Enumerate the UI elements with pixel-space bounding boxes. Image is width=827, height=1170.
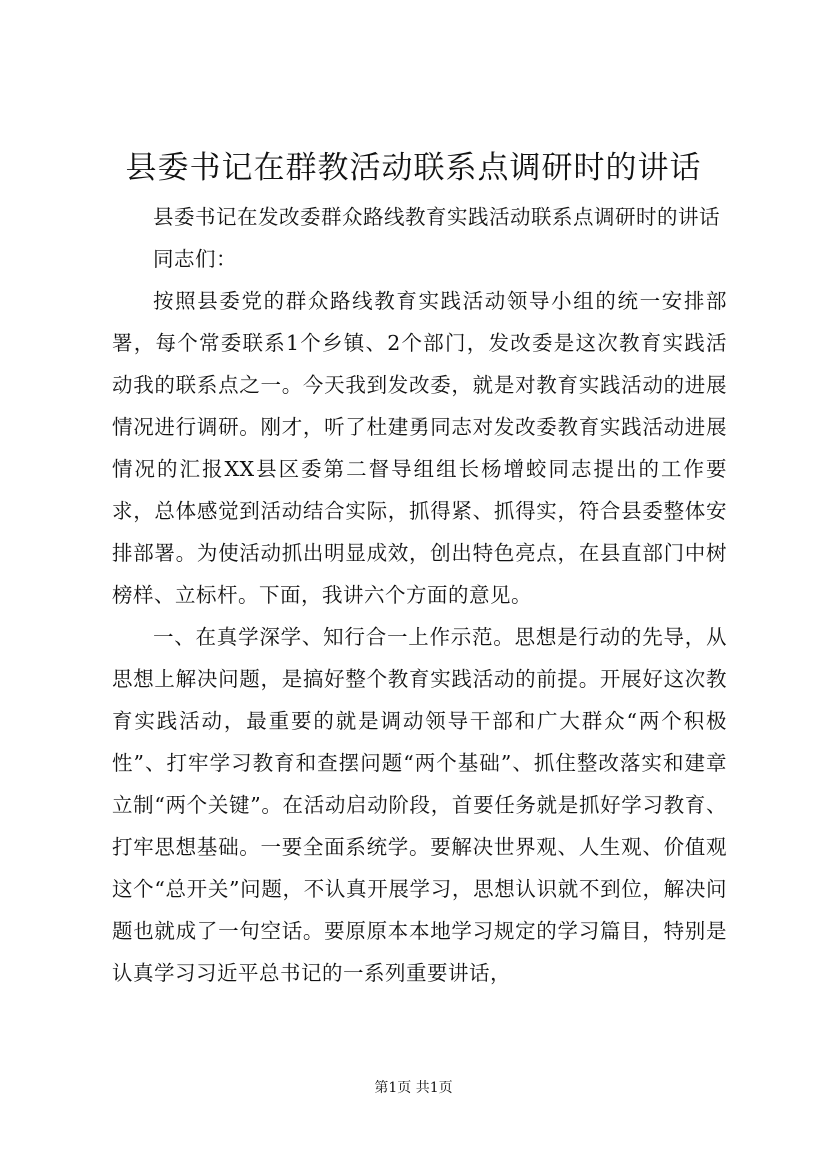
paragraph-subtitle: 县委书记在发改委群众路线教育实践活动联系点调研时的讲话 bbox=[153, 205, 720, 229]
page-footer: 第1页 共1页 bbox=[374, 1080, 453, 1096]
paragraph-section-one: 一、在真学深学、知行合一上作示范。思想是行动的先导，从思想上解决问题，是搞好整个教育实践活动的前提。开展好这次教育实践活动，最重要的就是调动领导干部和广大群众“两个积极性”、打牢学习教育和查摆问题“两个基础”、抓住整改落实和建章立制“两个关键”。在活动启动阶段，首要任务就是抓好学习教育、打牢思想基础。一要全面系统学。要解决世界观、人生观、价值观这个“总开关”问题，不认真开展学习，思想认识就不到位，解决问题也就成了一句空话。要原原本本地学习规定的学习篇目，特别是认真学习习近平总书记的一系列重要讲话， bbox=[112, 625, 727, 985]
paragraph-intro: 按照县委党的群众路线教育实践活动领导小组的统一安排部署，每个常委联系1个乡镇、2个部门，发改委是这次教育实践活动我的联系点之一。今天我到发改委，就是对教育实践活动的进展情况进行调研。刚才，听了杜建勇同志对发改委教育实践活动进展情况的汇报XX县区委第二督导组组长杨增蛟同志提出的工作要求，总体感觉到活动结合实际，抓得紧、抓得实，符合县委整体安排部署。为使活动抓出明显成效，创出特色亮点，在县直部门中树榜样、立标杆。下面，我讲六个方面的意见。 bbox=[112, 289, 727, 607]
document-body bbox=[112, 196, 727, 994]
document-title: 县委书记在群教活动联系点调研时的讲话 bbox=[125, 150, 702, 186]
paragraph-salutation: 同志们： bbox=[153, 247, 237, 271]
